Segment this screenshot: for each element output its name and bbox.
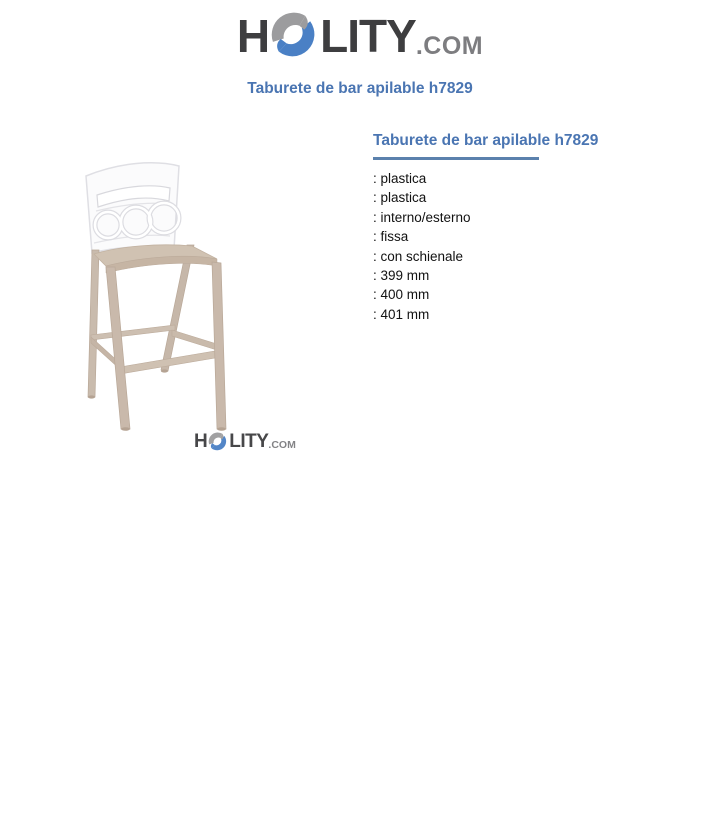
stool-illustration xyxy=(40,145,330,475)
watermark-text-com: .COM xyxy=(268,439,296,451)
holity-swirl-o-icon xyxy=(270,10,319,62)
header xyxy=(0,10,720,62)
logo-text-h: H xyxy=(236,10,270,62)
product-title[interactable]: Taburete de bar apilable h7829 xyxy=(373,132,599,149)
spec-line: : con schienale xyxy=(373,248,464,264)
product-image[interactable] xyxy=(40,145,330,475)
watermark-text-lity: LITY xyxy=(229,431,269,452)
spec-line: : plastica xyxy=(373,171,427,186)
spec-line: : 399 mm xyxy=(373,268,430,284)
page-title[interactable]: Taburete de bar apilable h7829 xyxy=(247,80,473,97)
watermark-text-h: H xyxy=(194,431,208,452)
title-underline xyxy=(373,157,539,160)
logo-text-com: .COM xyxy=(415,32,484,60)
logo-text-lity: LITY xyxy=(320,10,416,62)
holity-logo[interactable] xyxy=(237,10,483,62)
spec-line: : plastica xyxy=(373,190,427,206)
product-details-panel xyxy=(373,132,703,324)
watermark-logo xyxy=(194,431,296,453)
spec-line: : 401 mm xyxy=(373,306,430,322)
spec-list xyxy=(373,169,703,324)
spec-line: : interno/esterno xyxy=(373,209,471,225)
watermark-swirl-o-icon xyxy=(208,431,228,453)
spec-line: : fissa xyxy=(373,229,409,245)
spec-line: : 400 mm xyxy=(373,287,430,303)
